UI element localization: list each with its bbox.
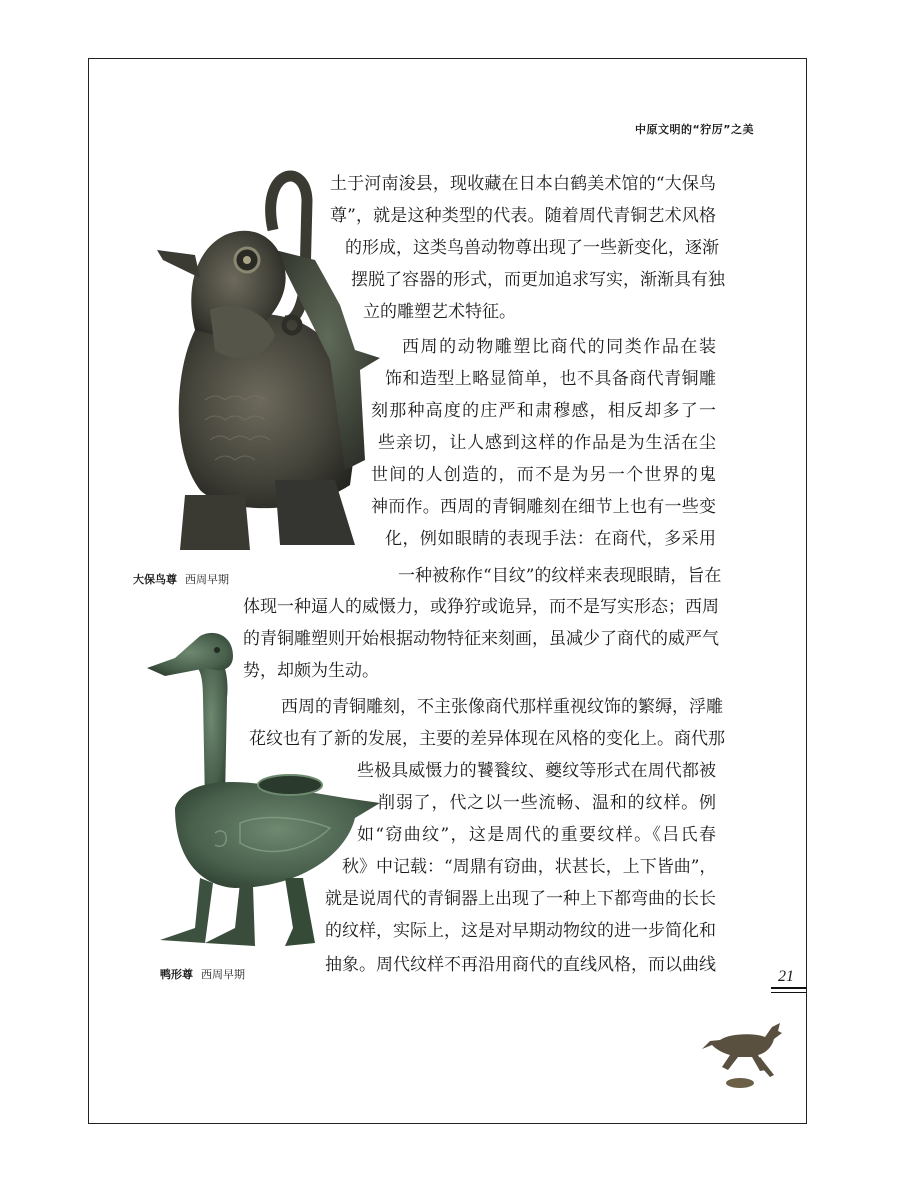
body-text-line: 些极具威慑力的饕餮纹、夔纹等形式在周代都被 [357,761,716,781]
body-text-line: 势，却颇为生动。 [243,661,379,681]
body-text-line: 刻那种高度的庄严和肃穆感，相反却多了一 [371,401,716,421]
body-text-line: 世间的人创造的，而不是为另一个世界的鬼 [371,465,716,485]
caption-period: 西周早期 [201,968,245,981]
body-text-line: 神而作。西周的青铜雕刻在细节上也有一些变 [371,497,716,517]
body-text-line: 花纹也有了新的发展，主要的差异体现在风格的变化上。商代那 [249,729,725,749]
body-text-line: 立的雕塑艺术特征。 [363,302,516,322]
body-text-line: 秋》中记载：“周鼎有窃曲，状甚长，上下皆曲”， [342,857,717,877]
body-text-line: 西周的动物雕塑比商代的同类作品在装 [402,337,716,357]
caption-period: 西周早期 [185,573,229,586]
body-text-line: 体现一种逼人的威慑力，或狰狞或诡异，而不是写实形态；西周 [243,597,719,617]
body-text-line: 饰和造型上略显简单，也不具备商代青铜雕 [385,369,716,389]
body-text-line: 如“窃曲纹”，这是周代的重要纹样。《吕氏春 [357,825,716,845]
caption-title: 大保鸟尊 [133,573,177,586]
running-head: 中原文明的“狞厉”之美 [635,123,754,136]
page-number-rule [771,992,807,993]
body-text-line: 些亲切，让人感到这样的作品是为生活在尘 [378,433,716,453]
body-text-line: 的纹样，实际上，这是对早期动物纹的进一步简化和 [325,921,716,941]
body-text-line: 一种被称作“目纹”的纹样来表现眼睛，旨在 [398,566,722,586]
body-text-line: 的青铜雕塑则开始根据动物特征来刻画，虽减少了商代的威严气 [243,629,719,649]
body-text-line: 土于河南浚县，现收藏在日本白鹤美术馆的“大保鸟 [330,174,716,194]
body-text-line: 西周的青铜雕刻，不主张像商代那样重视纹饰的繁缛，浮雕 [281,697,723,717]
duck-vessel-caption [160,966,245,982]
body-text-line: 化，例如眼睛的表现手法：在商代，多采用 [385,529,716,549]
caption-title: 鸭形尊 [160,968,193,981]
body-text-line: 就是说周代的青铜器上出现了一种上下都弯曲的长长 [325,889,716,909]
body-text-line: 摆脱了容器的形式，而更加追求写实，渐渐具有独 [351,270,725,290]
page-number: 21 [778,968,794,985]
body-text-line: 削弱了，代之以一些流畅、温和的纹样。例 [378,793,716,813]
bird-vessel-caption [133,571,229,587]
body-text-line: 尊”，就是这种类型的代表。随着周代青铜艺术风格 [330,206,716,226]
flying-horse-ornament [700,1015,790,1090]
page-number-rule [771,987,807,989]
body-text-line: 抽象。周代纹样不再沿用商代的直线风格，而以曲线 [325,955,716,975]
body-text-line: 的形成，这类鸟兽动物尊出现了一些新变化，逐渐 [345,238,719,258]
